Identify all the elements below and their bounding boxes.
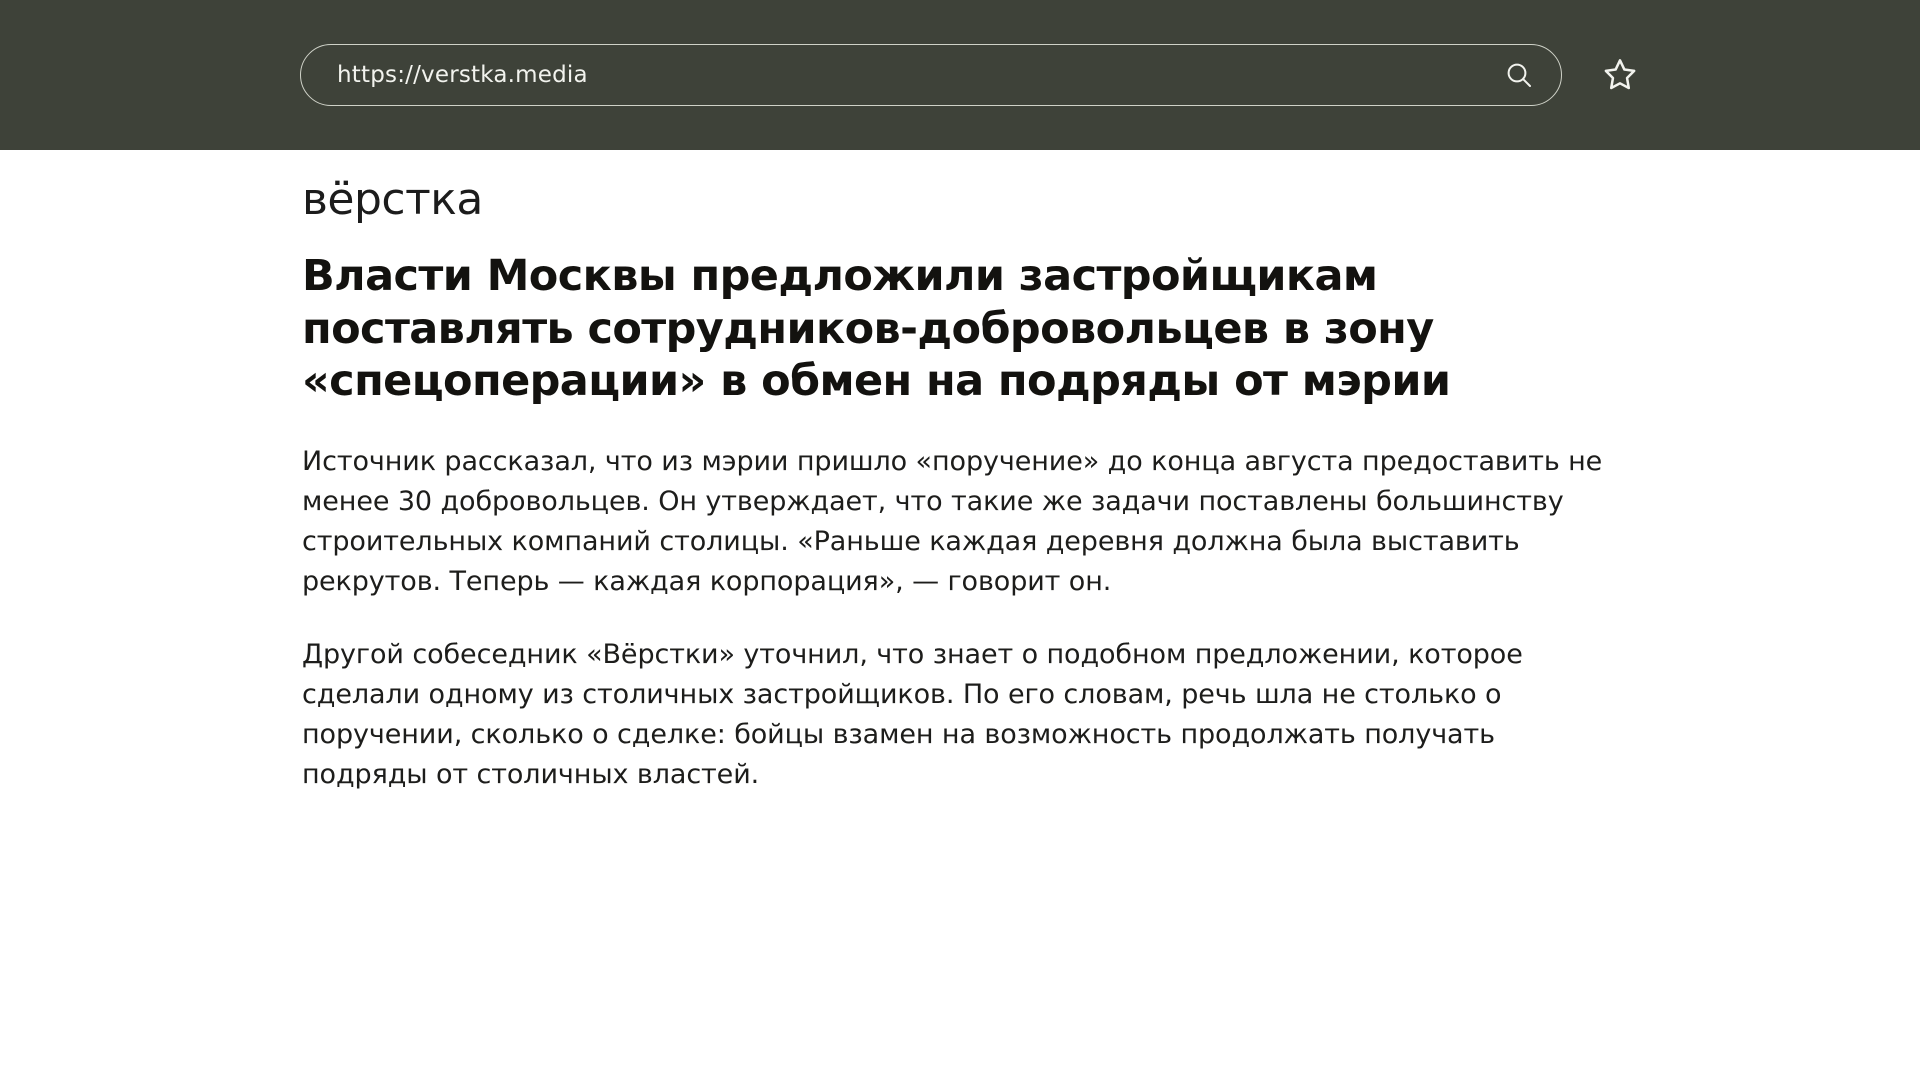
url-text[interactable]: https://verstka.media	[337, 62, 588, 88]
browser-toolbar	[0, 0, 1920, 150]
article	[302, 176, 1632, 796]
search-icon[interactable]	[1503, 59, 1535, 91]
star-outline-icon[interactable]	[1598, 53, 1642, 97]
article-paragraph: Источник рассказал, что из мэрии пришло «поручение» до конца августа предоставить не менее 30 добровольцев. Он утверждает, что такие же задачи поставлены большинству строительных компаний столицы. «Раньше каждая деревня должна была выставить рекрутов. Теперь — каждая корпорация», — говорит он.	[302, 445, 1603, 598]
page-content	[0, 150, 1920, 1080]
address-bar[interactable]	[300, 44, 1562, 106]
site-logo[interactable]: вёрстка	[302, 174, 483, 225]
page-title: Власти Москвы предложили застройщикам поставлять сотрудников-добровольцев в зону «спецоперации» в обмен на подряды от мэрии	[302, 251, 1451, 407]
article-paragraph: Другой собеседник «Вёрстки» уточнил, что знает о подобном предложении, которое сделали одному из столичных застройщиков. По его словам, речь шла не столько о поручении, сколько о сделке: бойцы взамен на возможность продолжать получать подряды от столичных властей.	[302, 638, 1523, 791]
